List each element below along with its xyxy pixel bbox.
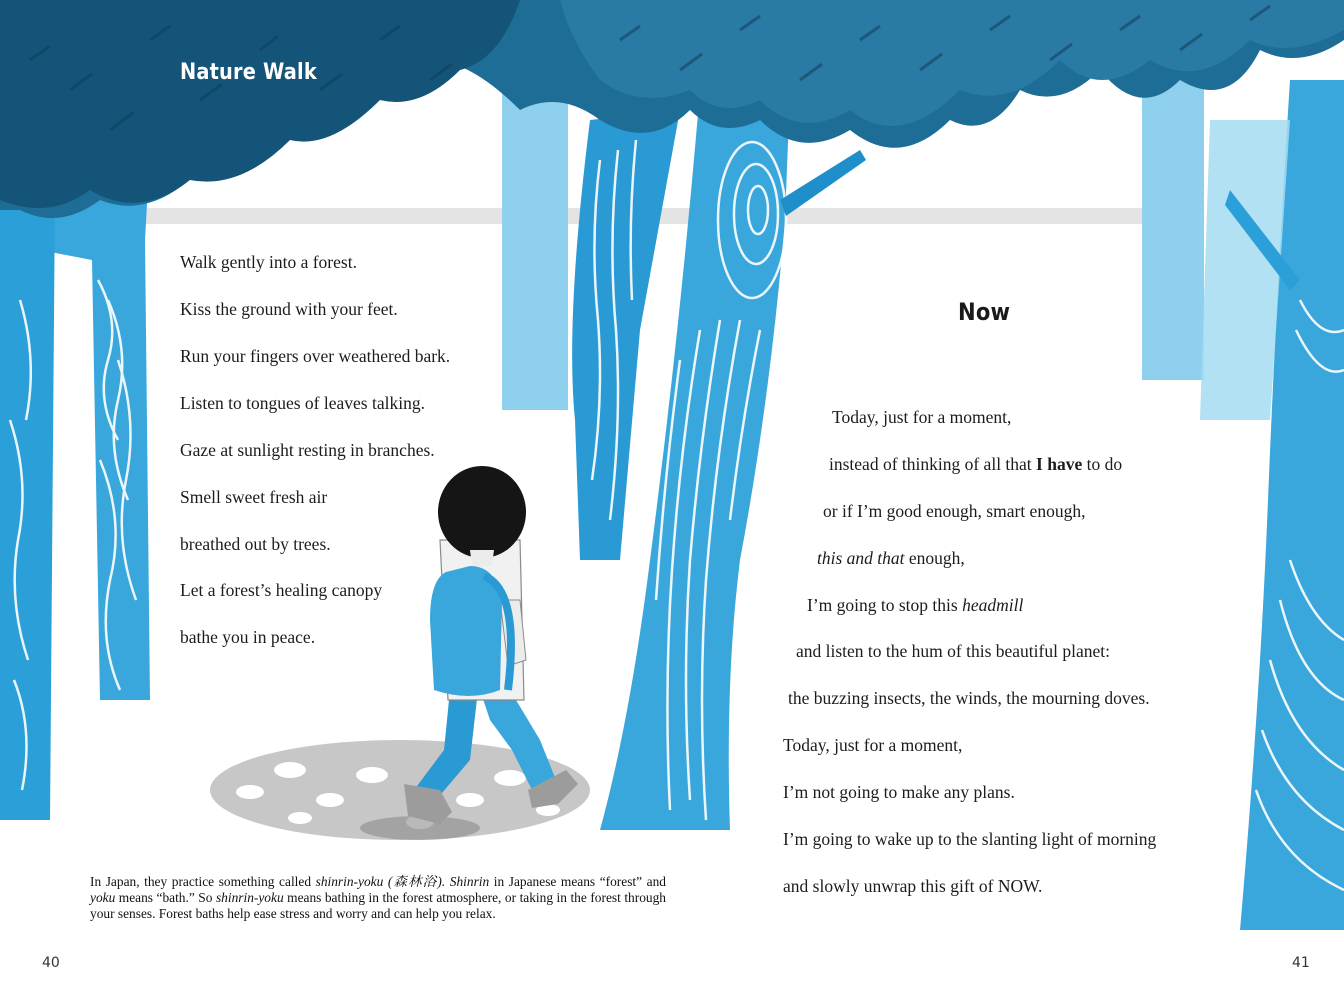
shinrin-yoku-note [90,874,666,923]
note-text: means “bath.” So [115,890,216,906]
nature-walk-line: Walk gently into a forest. [180,252,357,272]
nature-walk-line: bathe you in peace. [180,627,316,647]
now-line: Today, just for a moment, [832,407,1012,427]
now-line-part: to do [1082,454,1123,474]
nature-walk-line: Listen to tongues of leaves talking. [180,393,425,413]
now-line-part: enough, [904,548,965,568]
now-line [817,548,965,569]
now-line-part: I’m going to stop this [807,595,963,615]
now-line: and slowly unwrap this gift of NOW. [783,876,1043,896]
boy-backpack [430,566,502,696]
tree-trunk-back-2 [1142,60,1204,380]
note-term: yoku [90,890,116,906]
page-number-right: 41 [1292,955,1310,971]
tree-trunk-left-front [0,180,55,820]
now-line-italic: this and that [817,548,905,568]
now-line: I’m not going to make any plans. [783,782,1015,802]
nature-walk-line: Run your fingers over weathered bark. [180,346,451,366]
poem-title-now: Now [958,298,1011,326]
tree-trunk-back-1 [502,60,568,410]
boy-neck [470,550,494,566]
note-term: shinrin-yoku [215,890,284,906]
nature-walk-line: Gaze at sunlight resting in branches. [180,440,435,460]
nature-walk-line: Smell sweet fresh air [180,487,328,507]
now-line: I’m going to wake up to the slanting light of morning [783,829,1157,849]
nature-walk-line: breathed out by trees. [180,534,331,554]
now-line: Today, just for a moment, [783,735,963,755]
poem-title-nature-walk: Nature Walk [180,60,317,85]
now-line-part: instead of thinking of all that [829,454,1037,474]
now-line [807,595,1023,616]
note-text: means bathing in the forest atmosphere, or taking in the forest through your senses. Forest baths help ease stress and worry and can help you relax. [90,890,666,922]
tree-branch [780,150,866,216]
page-number-left: 40 [42,955,60,971]
note-text: In Japan, they practice something called [90,874,316,889]
now-line-bold: I have [1036,454,1083,474]
now-line [829,454,1122,475]
nature-walk-line: Let a forest’s healing canopy [180,580,383,600]
note-text: in Japanese means “forest” and [489,874,666,889]
now-line: or if I’m good enough, smart enough, [823,501,1086,521]
now-line: and listen to the hum of this beautiful planet: [796,641,1110,661]
note-term: shinrin-yoku (森林浴). Shinrin [315,874,490,889]
boy-hair [438,466,526,558]
nature-walk-line: Kiss the ground with your feet. [180,299,398,319]
now-line: the buzzing insects, the winds, the mourning doves. [788,688,1150,708]
now-line-italic: headmill [962,595,1024,615]
